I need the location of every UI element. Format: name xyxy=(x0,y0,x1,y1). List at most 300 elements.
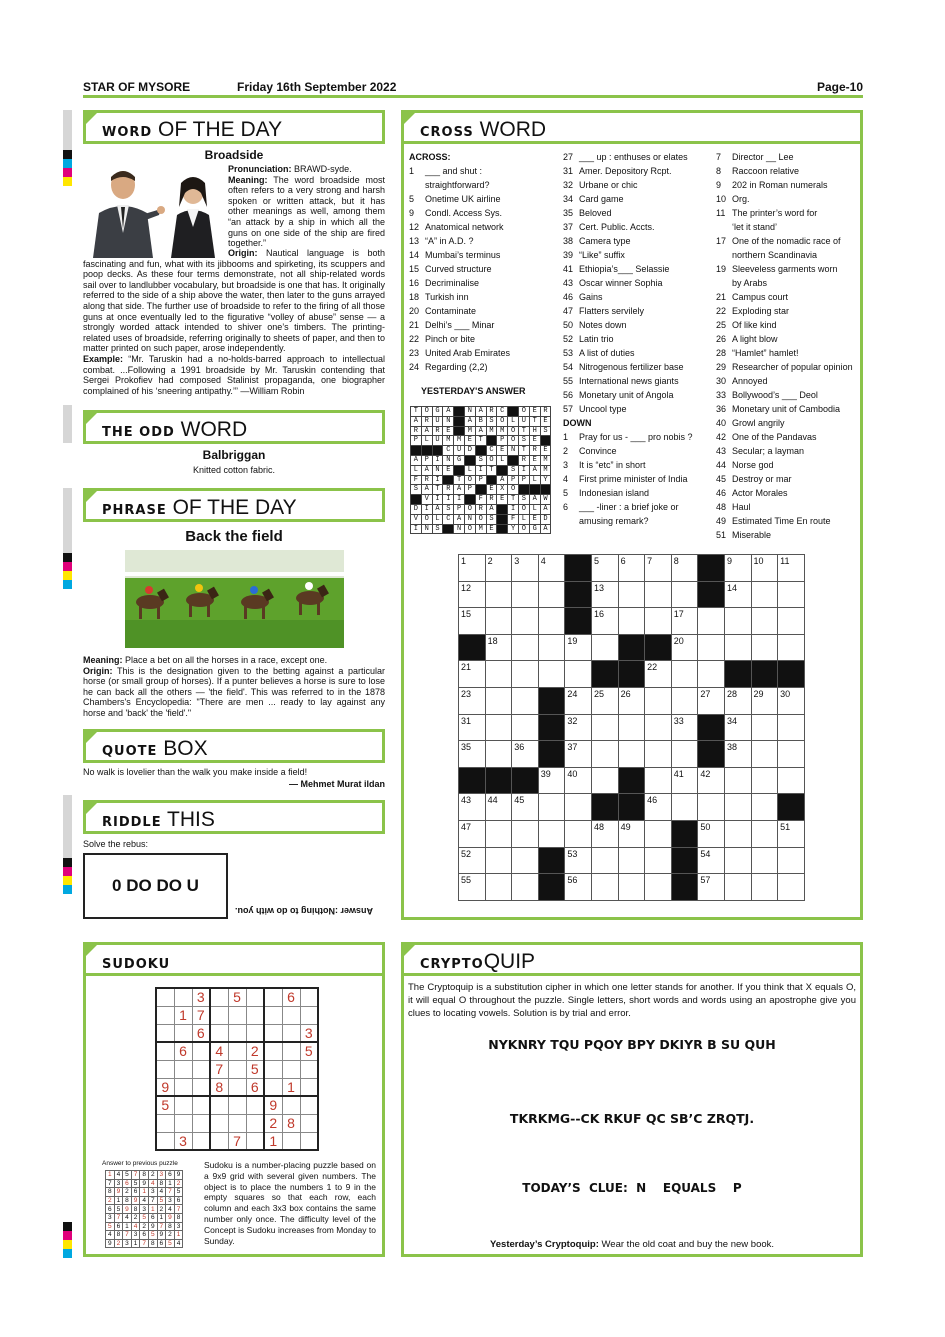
clue-item xyxy=(409,304,557,318)
phrase-text: Back the field xyxy=(185,528,283,545)
crossword-cell[interactable]: 48 xyxy=(591,820,618,847)
sudoku-cell[interactable] xyxy=(264,988,282,1006)
crossword-cell[interactable] xyxy=(671,741,698,768)
crossword-cell[interactable] xyxy=(485,874,512,901)
black-square[interactable] xyxy=(565,555,592,582)
black-square[interactable] xyxy=(538,741,565,768)
crossword-cell[interactable] xyxy=(565,794,592,821)
crossword-cell[interactable] xyxy=(618,847,645,874)
crossword-cell[interactable]: 36 xyxy=(512,741,539,768)
crossword-cell[interactable] xyxy=(618,714,645,741)
answer-cell: R xyxy=(475,504,486,514)
crossword-cell[interactable] xyxy=(778,634,805,661)
crossword-cell[interactable] xyxy=(671,794,698,821)
sudoku-cell[interactable] xyxy=(228,1006,246,1024)
sudoku-cell[interactable] xyxy=(282,1042,300,1060)
sudoku-cell[interactable] xyxy=(282,1024,300,1042)
crossword-cell[interactable]: 35 xyxy=(459,741,486,768)
sudoku-cell[interactable] xyxy=(282,1060,300,1078)
sudoku-cell[interactable] xyxy=(228,1078,246,1096)
crossword-cell[interactable] xyxy=(778,847,805,874)
crossword-cell[interactable] xyxy=(698,661,725,688)
crossword-cell[interactable] xyxy=(512,847,539,874)
crossword-cell[interactable] xyxy=(618,608,645,635)
crossword-cell[interactable]: 54 xyxy=(698,847,725,874)
crossword-cell[interactable]: 44 xyxy=(485,794,512,821)
black-square xyxy=(411,495,422,505)
crossword-cell[interactable]: 19 xyxy=(565,634,592,661)
quote-author: — Mehmet Murat ildan xyxy=(288,779,385,789)
crossword-cell[interactable] xyxy=(645,608,672,635)
sudoku-cell[interactable] xyxy=(156,1132,174,1150)
black-square xyxy=(464,495,475,505)
black-square xyxy=(508,455,519,465)
clue-number: 30 xyxy=(716,376,727,386)
clue-item xyxy=(409,206,557,220)
crossword-cell[interactable] xyxy=(645,741,672,768)
clue-number: 45 xyxy=(716,474,727,484)
answer-cell: A xyxy=(475,407,486,417)
sudoku-answer-cell: 7 xyxy=(106,1179,115,1188)
clue-item xyxy=(716,192,861,206)
crossword-cell[interactable] xyxy=(751,847,778,874)
black-square[interactable] xyxy=(538,874,565,901)
crossword-cell[interactable] xyxy=(618,581,645,608)
crossword-cell[interactable] xyxy=(724,820,751,847)
crossword-cell[interactable]: 43 xyxy=(459,794,486,821)
crossword-cell[interactable]: 39 xyxy=(538,767,565,794)
crossword-cell[interactable]: 38 xyxy=(724,741,751,768)
clue-number: 41 xyxy=(563,264,574,274)
crossword-cell[interactable]: 2 xyxy=(485,555,512,582)
sudoku-cell[interactable] xyxy=(246,1132,264,1150)
cryptoquip-clue: TODAY’S CLUE: N EQUALS P xyxy=(522,1181,742,1195)
sudoku-cell[interactable] xyxy=(228,1042,246,1060)
crossword-cell[interactable] xyxy=(591,874,618,901)
crossword-cell[interactable] xyxy=(698,794,725,821)
sudoku-cell[interactable] xyxy=(174,1114,192,1132)
sudoku-cell[interactable] xyxy=(192,1096,210,1114)
crossword-cell[interactable] xyxy=(778,741,805,768)
sudoku-answer-cell: 5 xyxy=(114,1205,123,1214)
crossword-cell[interactable]: 40 xyxy=(565,767,592,794)
sudoku-cell[interactable] xyxy=(228,1060,246,1078)
crossword-cell[interactable] xyxy=(724,767,751,794)
crossword-cell[interactable]: 28 xyxy=(724,687,751,714)
crossword-cell[interactable] xyxy=(778,608,805,635)
crossword-cell[interactable] xyxy=(698,634,725,661)
crossword-cell[interactable]: 24 xyxy=(565,687,592,714)
crossword-cell[interactable] xyxy=(698,608,725,635)
sudoku-cell[interactable] xyxy=(156,1042,174,1060)
crossword-cell[interactable] xyxy=(485,741,512,768)
sudoku-cell[interactable] xyxy=(264,1060,282,1078)
crossword-cell[interactable]: 52 xyxy=(459,847,486,874)
crossword-cell[interactable] xyxy=(751,874,778,901)
sudoku-cell[interactable] xyxy=(210,1132,228,1150)
crossword-cell[interactable] xyxy=(645,767,672,794)
sudoku-cell[interactable] xyxy=(210,1006,228,1024)
crossword-cell[interactable] xyxy=(591,634,618,661)
clue-number: 26 xyxy=(716,334,727,344)
sudoku-cell[interactable] xyxy=(228,1024,246,1042)
black-square[interactable] xyxy=(671,874,698,901)
sudoku-cell[interactable] xyxy=(174,1060,192,1078)
black-square[interactable] xyxy=(778,661,805,688)
crossword-cell[interactable]: 29 xyxy=(751,687,778,714)
crossword-cell[interactable] xyxy=(512,581,539,608)
clue-text: Pinch or bite xyxy=(425,334,476,344)
sudoku-cell: 1 xyxy=(174,1006,192,1024)
black-square[interactable] xyxy=(512,767,539,794)
black-square xyxy=(518,485,529,495)
crossword-cell[interactable] xyxy=(485,847,512,874)
crossword-cell[interactable] xyxy=(751,608,778,635)
crossword-cell[interactable]: 55 xyxy=(459,874,486,901)
crossword-cell[interactable] xyxy=(485,581,512,608)
sudoku-cell[interactable] xyxy=(156,1060,174,1078)
sudoku-cell[interactable] xyxy=(300,1096,318,1114)
crossword-cell[interactable]: 18 xyxy=(485,634,512,661)
crossword-cell[interactable] xyxy=(724,794,751,821)
clue-item xyxy=(563,486,713,500)
sudoku-cell[interactable] xyxy=(174,988,192,1006)
crossword-cell[interactable] xyxy=(512,661,539,688)
black-square[interactable] xyxy=(618,794,645,821)
crossword-cell[interactable] xyxy=(512,687,539,714)
arguing-people-illustration xyxy=(83,163,223,258)
sudoku-cell[interactable] xyxy=(210,1114,228,1132)
crossword-cell[interactable]: 7 xyxy=(645,555,672,582)
crossword-cell[interactable]: 51 xyxy=(778,820,805,847)
crossword-cell[interactable]: 11 xyxy=(778,555,805,582)
crossword-cell[interactable] xyxy=(618,741,645,768)
crossword-cell[interactable] xyxy=(724,847,751,874)
crossword-cell[interactable] xyxy=(724,608,751,635)
crossword-cell[interactable]: 53 xyxy=(565,847,592,874)
crossword-cell[interactable]: 27 xyxy=(698,687,725,714)
black-square[interactable] xyxy=(698,581,725,608)
crossword-cell[interactable] xyxy=(512,820,539,847)
crossword-cell[interactable] xyxy=(645,714,672,741)
crossword-cell[interactable]: 31 xyxy=(459,714,486,741)
crossword-cell[interactable] xyxy=(485,820,512,847)
sudoku-cell: 3 xyxy=(192,988,210,1006)
black-square[interactable] xyxy=(751,661,778,688)
crossword-cell[interactable]: 26 xyxy=(618,687,645,714)
sudoku-cell[interactable] xyxy=(282,1006,300,1024)
crossword-cell[interactable] xyxy=(645,847,672,874)
clue-text: Bollywood’s ___ Deol xyxy=(732,390,818,400)
sudoku-cell[interactable] xyxy=(300,1114,318,1132)
black-square[interactable] xyxy=(618,634,645,661)
answer-cell: L xyxy=(432,514,443,524)
crossword-cell[interactable] xyxy=(538,820,565,847)
clue-number: 28 xyxy=(716,348,727,358)
answer-cell: O xyxy=(508,436,519,446)
sudoku-title: SUDOKU xyxy=(83,942,385,976)
sudoku-cell[interactable] xyxy=(156,988,174,1006)
crossword-cell[interactable]: 47 xyxy=(459,820,486,847)
black-square[interactable] xyxy=(538,714,565,741)
clue-text: Annoyed xyxy=(732,376,768,386)
crossword-cell[interactable]: 49 xyxy=(618,820,645,847)
clue-item xyxy=(563,262,713,276)
crossword-cell[interactable] xyxy=(512,874,539,901)
black-square[interactable] xyxy=(618,661,645,688)
sudoku-cell[interactable] xyxy=(264,1006,282,1024)
answer-cell: T xyxy=(508,495,519,505)
crossword-cell[interactable] xyxy=(671,661,698,688)
crossword-cell[interactable]: 21 xyxy=(459,661,486,688)
sudoku-cell: 7 xyxy=(192,1006,210,1024)
answer-cell: T xyxy=(529,416,540,426)
black-square[interactable] xyxy=(645,634,672,661)
answer-cell: N xyxy=(443,416,454,426)
sudoku-cell: 8 xyxy=(210,1078,228,1096)
sudoku-cell[interactable] xyxy=(300,1060,318,1078)
black-square[interactable] xyxy=(459,634,486,661)
black-square[interactable] xyxy=(671,820,698,847)
black-square[interactable] xyxy=(459,767,486,794)
crossword-cell[interactable]: 46 xyxy=(645,794,672,821)
crossword-cell[interactable]: 33 xyxy=(671,714,698,741)
sudoku-cell[interactable] xyxy=(174,1096,192,1114)
sudoku-cell: 7 xyxy=(210,1060,228,1078)
answer-cell: U xyxy=(432,416,443,426)
sudoku-cell[interactable] xyxy=(282,1096,300,1114)
black-square[interactable] xyxy=(538,687,565,714)
answer-cell: C xyxy=(443,514,454,524)
clue-number: 32 xyxy=(563,180,574,190)
crossword-cell[interactable] xyxy=(591,714,618,741)
sudoku-cell[interactable] xyxy=(264,1042,282,1060)
crossword-cell[interactable]: 20 xyxy=(671,634,698,661)
sudoku-cell[interactable] xyxy=(300,1006,318,1024)
clue-item xyxy=(563,192,713,206)
crossword-cell[interactable] xyxy=(512,634,539,661)
sudoku-cell[interactable] xyxy=(282,1132,300,1150)
black-square[interactable] xyxy=(671,847,698,874)
sudoku-cell[interactable] xyxy=(210,1024,228,1042)
crossword-cell[interactable]: 16 xyxy=(591,608,618,635)
sudoku-answer-cell: 4 xyxy=(157,1188,166,1197)
clue-item xyxy=(563,458,713,472)
black-square[interactable] xyxy=(698,555,725,582)
sudoku-answer-cell: 8 xyxy=(123,1196,132,1205)
sudoku-answer-cell: 6 xyxy=(140,1231,149,1240)
crossword-cell[interactable] xyxy=(645,687,672,714)
crossword-cell[interactable] xyxy=(565,820,592,847)
answer-cell: I xyxy=(508,504,519,514)
crossword-cell[interactable] xyxy=(538,634,565,661)
crossword-cell[interactable] xyxy=(751,581,778,608)
sudoku-cell[interactable] xyxy=(246,988,264,1006)
crossword-cell[interactable]: 8 xyxy=(671,555,698,582)
sudoku-cell[interactable] xyxy=(300,988,318,1006)
crossword-cell[interactable]: 1 xyxy=(459,555,486,582)
crossword-cell[interactable]: 17 xyxy=(671,608,698,635)
sudoku-cell[interactable] xyxy=(246,1024,264,1042)
sudoku-cell[interactable] xyxy=(192,1042,210,1060)
black-square[interactable] xyxy=(698,741,725,768)
sudoku-cell[interactable] xyxy=(174,1078,192,1096)
crossword-cell[interactable]: 45 xyxy=(512,794,539,821)
crossword-cell[interactable] xyxy=(751,634,778,661)
crossword-cell[interactable]: 15 xyxy=(459,608,486,635)
clue-text: Delhi’s ___ Minar xyxy=(425,320,495,330)
answer-cell: P xyxy=(421,455,432,465)
crossword-cell[interactable] xyxy=(485,687,512,714)
sudoku-cell[interactable] xyxy=(264,1024,282,1042)
sudoku-cell[interactable] xyxy=(300,1132,318,1150)
crossword-cell[interactable] xyxy=(724,634,751,661)
cryptoquip-line-1: NYKNRY TQU PQOY BPY DKIYR B SU QUH xyxy=(488,1037,776,1052)
crossword-cell[interactable]: 5 xyxy=(591,555,618,582)
answer-cell: E xyxy=(486,524,497,534)
clue-number: 16 xyxy=(409,278,420,288)
crossword-cell[interactable]: 10 xyxy=(751,555,778,582)
answer-cell: A xyxy=(540,524,551,534)
crossword-cell[interactable] xyxy=(645,820,672,847)
answer-cell: O xyxy=(421,407,432,417)
sudoku-cell[interactable] xyxy=(228,1114,246,1132)
crossword-cell[interactable]: 3 xyxy=(512,555,539,582)
crossword-cell[interactable] xyxy=(591,741,618,768)
crossword-cell[interactable] xyxy=(751,741,778,768)
crossword-cell[interactable] xyxy=(538,608,565,635)
crossword-cell[interactable] xyxy=(618,874,645,901)
clue-text: Norse god xyxy=(732,460,774,470)
crossword-cell[interactable] xyxy=(485,608,512,635)
sudoku-cell[interactable] xyxy=(156,1114,174,1132)
sudoku-cell[interactable] xyxy=(210,988,228,1006)
sudoku-cell: 5 xyxy=(228,988,246,1006)
crossword-cell[interactable]: 22 xyxy=(645,661,672,688)
sudoku-cell[interactable] xyxy=(210,1096,228,1114)
answer-cell: L xyxy=(529,475,540,485)
black-square[interactable] xyxy=(778,794,805,821)
clue-text: Notes down xyxy=(579,320,627,330)
crossword-cell[interactable] xyxy=(512,714,539,741)
sudoku-cell[interactable] xyxy=(264,1078,282,1096)
clue-number: 6 xyxy=(563,502,569,512)
answer-cell: Y xyxy=(508,524,519,534)
black-square[interactable] xyxy=(698,714,725,741)
crossword-cell[interactable]: 4 xyxy=(538,555,565,582)
answer-cell: R xyxy=(518,455,529,465)
sudoku-description: Sudoku is a number-placing puzzle based on a 9x9 grid with several given numbers. The object is to place the numbers 1 to 9 in the empty squares so that each row, each column and each 3x3 box contains the same number only once. The difficulty level of the Concept is Sudoku increases from Monday to Sunday. xyxy=(204,1160,376,1246)
crossword-cell[interactable] xyxy=(751,794,778,821)
crossword-cell[interactable]: 34 xyxy=(724,714,751,741)
crossword-cell[interactable]: 14 xyxy=(724,581,751,608)
black-square[interactable] xyxy=(485,767,512,794)
odd-word: Balbriggan xyxy=(202,448,266,462)
crossword-cell[interactable] xyxy=(645,874,672,901)
crossword-cell[interactable] xyxy=(485,661,512,688)
crossword-cell[interactable] xyxy=(538,661,565,688)
crossword-cell[interactable] xyxy=(778,767,805,794)
crossword-cell[interactable] xyxy=(671,687,698,714)
crossword-cell[interactable] xyxy=(671,581,698,608)
crossword-cell[interactable]: 37 xyxy=(565,741,592,768)
crossword-cell[interactable] xyxy=(778,874,805,901)
crossword-cell[interactable] xyxy=(565,661,592,688)
crossword-cell[interactable] xyxy=(591,847,618,874)
crossword-cell[interactable]: 9 xyxy=(724,555,751,582)
sudoku-cell[interactable] xyxy=(228,1096,246,1114)
crossword-cell[interactable] xyxy=(645,581,672,608)
crossword-cell[interactable] xyxy=(512,608,539,635)
crossword-cell[interactable] xyxy=(724,874,751,901)
sudoku-cell[interactable] xyxy=(192,1114,210,1132)
clue-number: 9 xyxy=(716,180,722,190)
crossword-cell[interactable] xyxy=(751,820,778,847)
sudoku-cell[interactable] xyxy=(192,1132,210,1150)
clue-text: Pray for us - ___ pro nobis ? xyxy=(579,432,693,442)
crossword-cell[interactable] xyxy=(591,767,618,794)
crossword-cell[interactable] xyxy=(778,581,805,608)
crossword-cell[interactable]: 6 xyxy=(618,555,645,582)
clue-item xyxy=(716,290,861,304)
sudoku-answer-cell: 2 xyxy=(166,1231,175,1240)
sudoku-cell[interactable] xyxy=(246,1096,264,1114)
sudoku-cell[interactable] xyxy=(192,1060,210,1078)
crossword-cell[interactable]: 23 xyxy=(459,687,486,714)
clue-number: 37 xyxy=(563,222,574,232)
sudoku-cell[interactable] xyxy=(192,1078,210,1096)
crossword-cell[interactable] xyxy=(485,714,512,741)
sudoku-cell[interactable] xyxy=(300,1078,318,1096)
crossword-cell[interactable] xyxy=(538,794,565,821)
crossword-cell[interactable]: 41 xyxy=(671,767,698,794)
sudoku-answer-cell: 2 xyxy=(123,1188,132,1197)
clue-number: 3 xyxy=(563,460,569,470)
black-square[interactable] xyxy=(618,767,645,794)
clue-item xyxy=(716,388,861,402)
crossword-cell[interactable]: 13 xyxy=(591,581,618,608)
crossword-cell[interactable]: 12 xyxy=(459,581,486,608)
answer-cell: S xyxy=(411,485,422,495)
black-square[interactable] xyxy=(538,847,565,874)
clue-text: Sleeveless garments worn xyxy=(732,264,838,274)
black-square[interactable] xyxy=(591,794,618,821)
crossword-cell[interactable] xyxy=(751,714,778,741)
sudoku-cell[interactable] xyxy=(156,1006,174,1024)
sudoku-cell[interactable] xyxy=(156,1024,174,1042)
black-square[interactable] xyxy=(565,608,592,635)
crossword-cell[interactable]: 30 xyxy=(778,687,805,714)
answer-cell: O xyxy=(508,426,519,436)
crossword-cell[interactable] xyxy=(538,581,565,608)
crossword-cell[interactable]: 56 xyxy=(565,874,592,901)
sudoku-cell[interactable] xyxy=(174,1024,192,1042)
sudoku-cell[interactable] xyxy=(246,1114,264,1132)
crossword-cell[interactable]: 32 xyxy=(565,714,592,741)
crossword-cell[interactable] xyxy=(778,714,805,741)
black-square[interactable] xyxy=(724,661,751,688)
crossword-cell[interactable]: 50 xyxy=(698,820,725,847)
black-square[interactable] xyxy=(591,661,618,688)
clue-number: 52 xyxy=(563,334,574,344)
black-square[interactable] xyxy=(565,581,592,608)
crossword-cell[interactable] xyxy=(751,767,778,794)
sudoku-cell[interactable] xyxy=(246,1006,264,1024)
crossword-cell[interactable]: 57 xyxy=(698,874,725,901)
crossword-cell[interactable]: 25 xyxy=(591,687,618,714)
crossword-cell[interactable]: 42 xyxy=(698,767,725,794)
clue-number: 47 xyxy=(563,306,574,316)
